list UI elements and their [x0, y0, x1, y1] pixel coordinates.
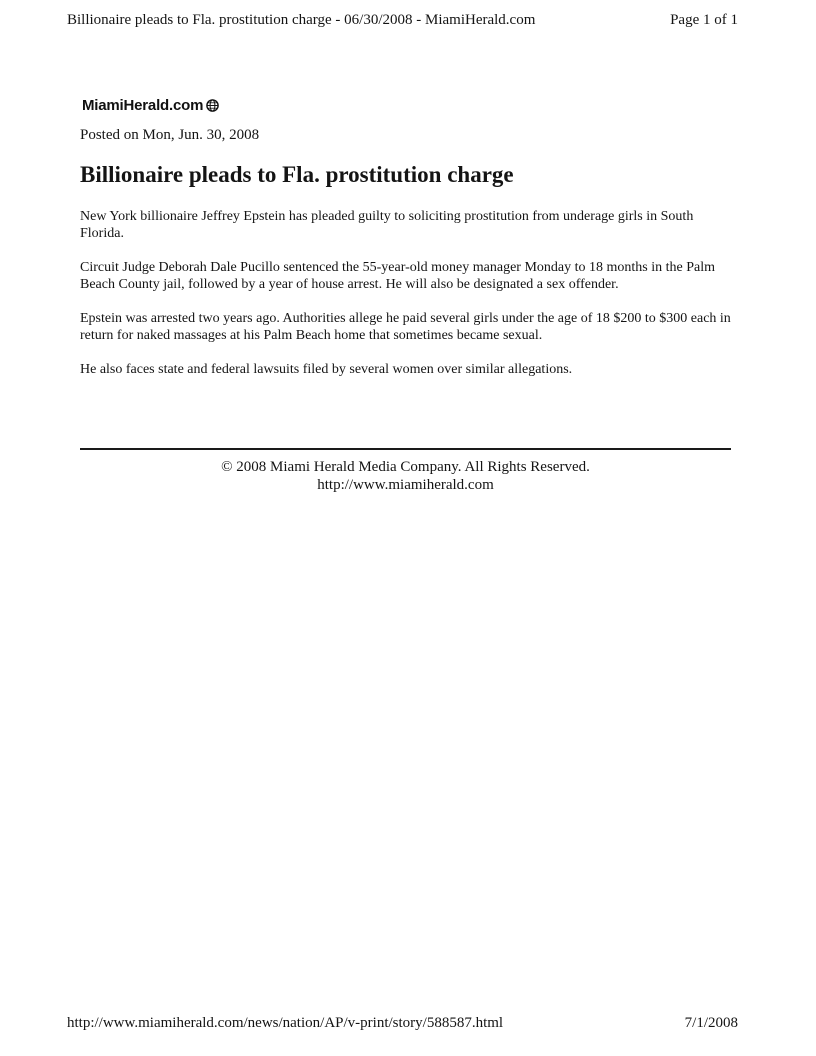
print-footer-url: http://www.miamiherald.com/news/nation/AP/v-print/story/588587.html [67, 1015, 504, 1031]
article-headline: Billionaire pleads to Fla. prostitution charge [80, 162, 514, 187]
globe-icon [206, 99, 219, 112]
copyright-notice: © 2008 Miami Herald Media Company. All Rights Reserved. [221, 459, 590, 475]
article-paragraph: Circuit Judge Deborah Dale Pucillo sentenced the 55-year-old money manager Monday to 18 months in the Palm Beach County jail, followed by a year of house arrest. He will also be designated a sex offender. [80, 260, 716, 292]
print-footer-date: 7/1/2008 [684, 1015, 738, 1031]
article-body [80, 209, 740, 397]
article-paragraph: Epstein was arrested two years ago. Authorities allege he paid several girls under the age of 18 $200 to $300 each in return for naked massages at his Palm Beach home that sometimes became sexual. [80, 311, 731, 343]
miamiherald-logo [82, 97, 219, 114]
footer-divider [80, 448, 731, 450]
site-url: http://www.miamiherald.com [317, 477, 494, 493]
article-paragraph: New York billionaire Jeffrey Epstein has pleaded guilty to soliciting prostitution from underage girls in South Florida. [80, 209, 694, 241]
logo-text: MiamiHerald.com [82, 97, 204, 114]
copyright-block [80, 458, 731, 494]
print-header-page-number: Page 1 of 1 [670, 12, 738, 28]
print-header-title: Billionaire pleads to Fla. prostitution charge - 06/30/2008 - MiamiHerald.com [67, 12, 536, 28]
article-paragraph: He also faces state and federal lawsuits filed by several women over similar allegations. [80, 362, 573, 377]
posted-date: Posted on Mon, Jun. 30, 2008 [80, 127, 260, 143]
